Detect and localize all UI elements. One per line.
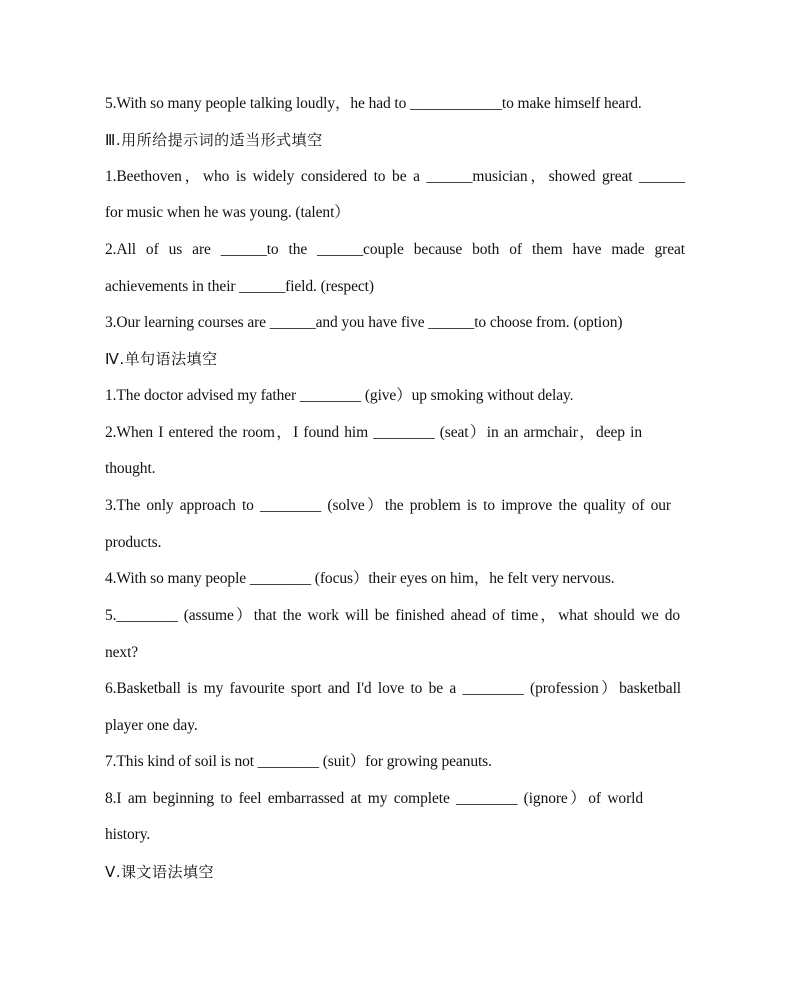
section4-item5-line2: next?	[105, 644, 139, 661]
section4-item3-line2: products.	[105, 534, 162, 551]
section4-item7: 7.This kind of soil is not ________ (suit）for growing peanuts.	[105, 753, 492, 770]
section4-item4: 4.With so many people ________ (focus）their eyes on him，he felt very nervous.	[105, 570, 615, 587]
section4-item8-line1: 8.I am beginning to feel embarrassed at my complete ________ (ignore）of world	[105, 790, 643, 807]
section4-item5-line1: 5.________ (assume）that the work will be finished ahead of time，what should we do	[105, 607, 680, 624]
section4-item6-line2: player one day.	[105, 717, 198, 734]
section4-item1: 1.The doctor advised my father ________ (give）up smoking without delay.	[105, 387, 574, 404]
section4-item2-line2: thought.	[105, 460, 156, 477]
section4-item6-line1: 6.Basketball is my favourite sport and I'd love to be a ________ (profession）basketball	[105, 680, 681, 697]
section4-heading: Ⅳ.单句语法填空	[105, 350, 218, 368]
section3-item1-line2: for music when he was young. (talent）	[105, 204, 350, 221]
section3-item1-line1: 1.Beethoven，who is widely considered to be a ______musician，showed great ______	[105, 168, 685, 185]
section4-item2-line1: 2.When I entered the room，I found him ________ (seat）in an armchair，deep in	[105, 424, 642, 441]
section3-item2-line2: achievements in their ______field. (respect)	[105, 278, 374, 295]
section3-item2-line1: 2.All of us are ______to the ______couple because both of them have made great	[105, 241, 685, 258]
section4-item3-line1: 3.The only approach to ________ (solve）the problem is to improve the quality of our	[105, 497, 671, 514]
section2-item5: 5.With so many people talking loudly，he had to ____________to make himself heard.	[105, 95, 642, 112]
section3-item3: 3.Our learning courses are ______and you have five ______to choose from. (option)	[105, 314, 623, 331]
section4-item8-line2: history.	[105, 826, 151, 843]
section3-heading: Ⅲ.用所给提示词的适当形式填空	[105, 131, 323, 149]
section5-heading: Ⅴ.课文语法填空	[105, 863, 215, 881]
